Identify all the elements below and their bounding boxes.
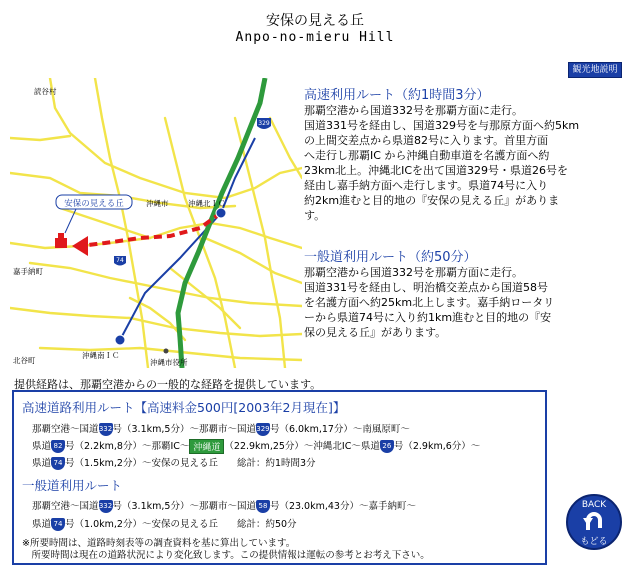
route-text: （22.9km,25分）～沖縄北IC～県道 bbox=[224, 441, 380, 452]
map-label-okinawa-city: 沖縄市 bbox=[146, 199, 169, 208]
express-line: へ走行し那覇IC から沖縄自動車道を名護方面へ約 bbox=[304, 149, 550, 162]
map-label-okinawa-minami-ic: 沖縄南ＩＣ bbox=[82, 351, 120, 360]
route-74-shield-icon: 74 bbox=[51, 518, 65, 531]
route-text: 号（3.1km,5分）～那覇市～国道 bbox=[112, 424, 256, 435]
express-line: 那覇空港から国道332号を那覇方面に走行。 bbox=[304, 104, 523, 117]
footnote-1: ※所要時間は、道路時刻表等の調査資料を基に算出しています。 bbox=[22, 538, 296, 549]
route-332-shield-icon: 332 bbox=[99, 423, 113, 436]
route-text: 県道 bbox=[32, 458, 52, 469]
route-74-shield-icon: 74 bbox=[51, 457, 65, 470]
express-line: 経由し嘉手納方面へ走行します。県道74号に入り bbox=[304, 179, 549, 192]
express-line: す。 bbox=[304, 209, 326, 222]
back-button-label: BACK bbox=[581, 500, 607, 510]
route-note: 提供経路は、那覇空港からの一般的な経路を提供しています。 bbox=[14, 378, 322, 391]
guide-button[interactable]: 観光地説明 bbox=[568, 62, 622, 78]
route-329-shield-icon: 329 bbox=[256, 423, 270, 436]
back-button[interactable] bbox=[566, 494, 622, 560]
route-map-svg bbox=[10, 78, 302, 368]
route-text: 号（3.1km,5分）～那覇市～国道 bbox=[112, 501, 256, 512]
route-58-shield-icon: 58 bbox=[256, 500, 270, 513]
route-text: 号（6.0km,17分）～南風原町～ bbox=[269, 424, 410, 435]
route-text: 県道 bbox=[32, 441, 52, 452]
route-text: 号（2.2km,8分）～那覇IC～ bbox=[65, 441, 190, 452]
express-line: 国道331号を経由し、国道329号を与那原方面へ約5km bbox=[304, 119, 580, 132]
footnote-2: 所要時間は現在の道路状況により変化致します。この提供情報は運転の参考とお考え下さい。 bbox=[22, 550, 430, 561]
express-section-body bbox=[304, 103, 579, 223]
route-82-shield-icon: 82 bbox=[51, 440, 65, 453]
route-text: 那覇空港～国道 bbox=[32, 501, 99, 512]
general-line: を名護方面へ約25km北上します。嘉手納ロータリ bbox=[304, 296, 555, 309]
general-line: 国道331号を経由し、明治橋交差点から国道58号 bbox=[304, 281, 548, 294]
route-text: 号（1.0km,2分）～安保の見える丘 総計：約50分 bbox=[65, 519, 297, 530]
u-turn-arrow-icon bbox=[582, 510, 606, 534]
express-route-line-2 bbox=[32, 438, 480, 454]
general-line: ーから県道74号に入り約1km進むと目的地の『安 bbox=[304, 311, 552, 324]
map-label-kadena: 嘉手納町 bbox=[13, 267, 43, 276]
general-line: 那覇空港から国道332号を那覇方面に走行。 bbox=[304, 266, 523, 279]
route-text: 号（1.5km,2分）～安保の見える丘 総計：約1時間3分 bbox=[65, 458, 316, 469]
route-329-label: 329 bbox=[258, 120, 270, 127]
okinawa-expressway-badge: 沖縄道 bbox=[189, 439, 224, 454]
general-section-title: 一般道利用ルート（約50分） bbox=[304, 250, 477, 265]
page-subtitle: Anpo-no-mieru Hill bbox=[235, 30, 395, 45]
general-route-line-2 bbox=[32, 516, 297, 531]
map-label-chatan: 北谷町 bbox=[13, 356, 36, 365]
destination-label: 安保の見える丘 bbox=[64, 199, 124, 209]
express-route-heading: 高速道路利用ルート【高速料金500円[2003年2月現在]】 bbox=[22, 400, 346, 415]
express-line: 約2km進むと目的地の『安保の見える丘』がありま bbox=[304, 194, 560, 207]
general-line: 保の見える丘』があります。 bbox=[304, 326, 447, 339]
page-title: 安保の見える丘 bbox=[266, 13, 364, 29]
map-label-yomitan: 読谷村 bbox=[34, 87, 57, 96]
route-26-shield-icon: 26 bbox=[380, 440, 394, 453]
route-74-label: 74 bbox=[116, 257, 124, 264]
general-route-heading: 一般道利用ルート bbox=[22, 478, 123, 493]
back-button-sublabel: もどる bbox=[580, 537, 608, 547]
route-332-shield-icon: 332 bbox=[99, 500, 113, 513]
express-line: 23km北上。沖縄北ICを出て国道329号・県道26号を bbox=[304, 164, 568, 177]
route-text: 号（2.9km,6分）～ bbox=[393, 441, 481, 452]
general-section-body bbox=[304, 265, 554, 340]
route-text: 那覇空港～国道 bbox=[32, 424, 99, 435]
express-line: の上間交差点から県道82号に入ります。首里方面 bbox=[304, 134, 549, 147]
route-text: 号（23.0km,43分）～嘉手納町～ bbox=[269, 501, 416, 512]
route-text: 県道 bbox=[32, 519, 52, 530]
route-map bbox=[10, 78, 302, 368]
map-label-city-office: 沖縄市役所 bbox=[150, 358, 188, 367]
general-route-line-1 bbox=[32, 498, 416, 513]
express-route-line-1 bbox=[32, 421, 410, 436]
map-label-okinawa-kita-ic: 沖縄北ＩＣ bbox=[188, 199, 226, 208]
express-route-line-3 bbox=[32, 455, 316, 470]
express-section-title: 高速利用ルート（約1時間3分） bbox=[304, 88, 490, 103]
route-detail-box bbox=[12, 390, 547, 565]
